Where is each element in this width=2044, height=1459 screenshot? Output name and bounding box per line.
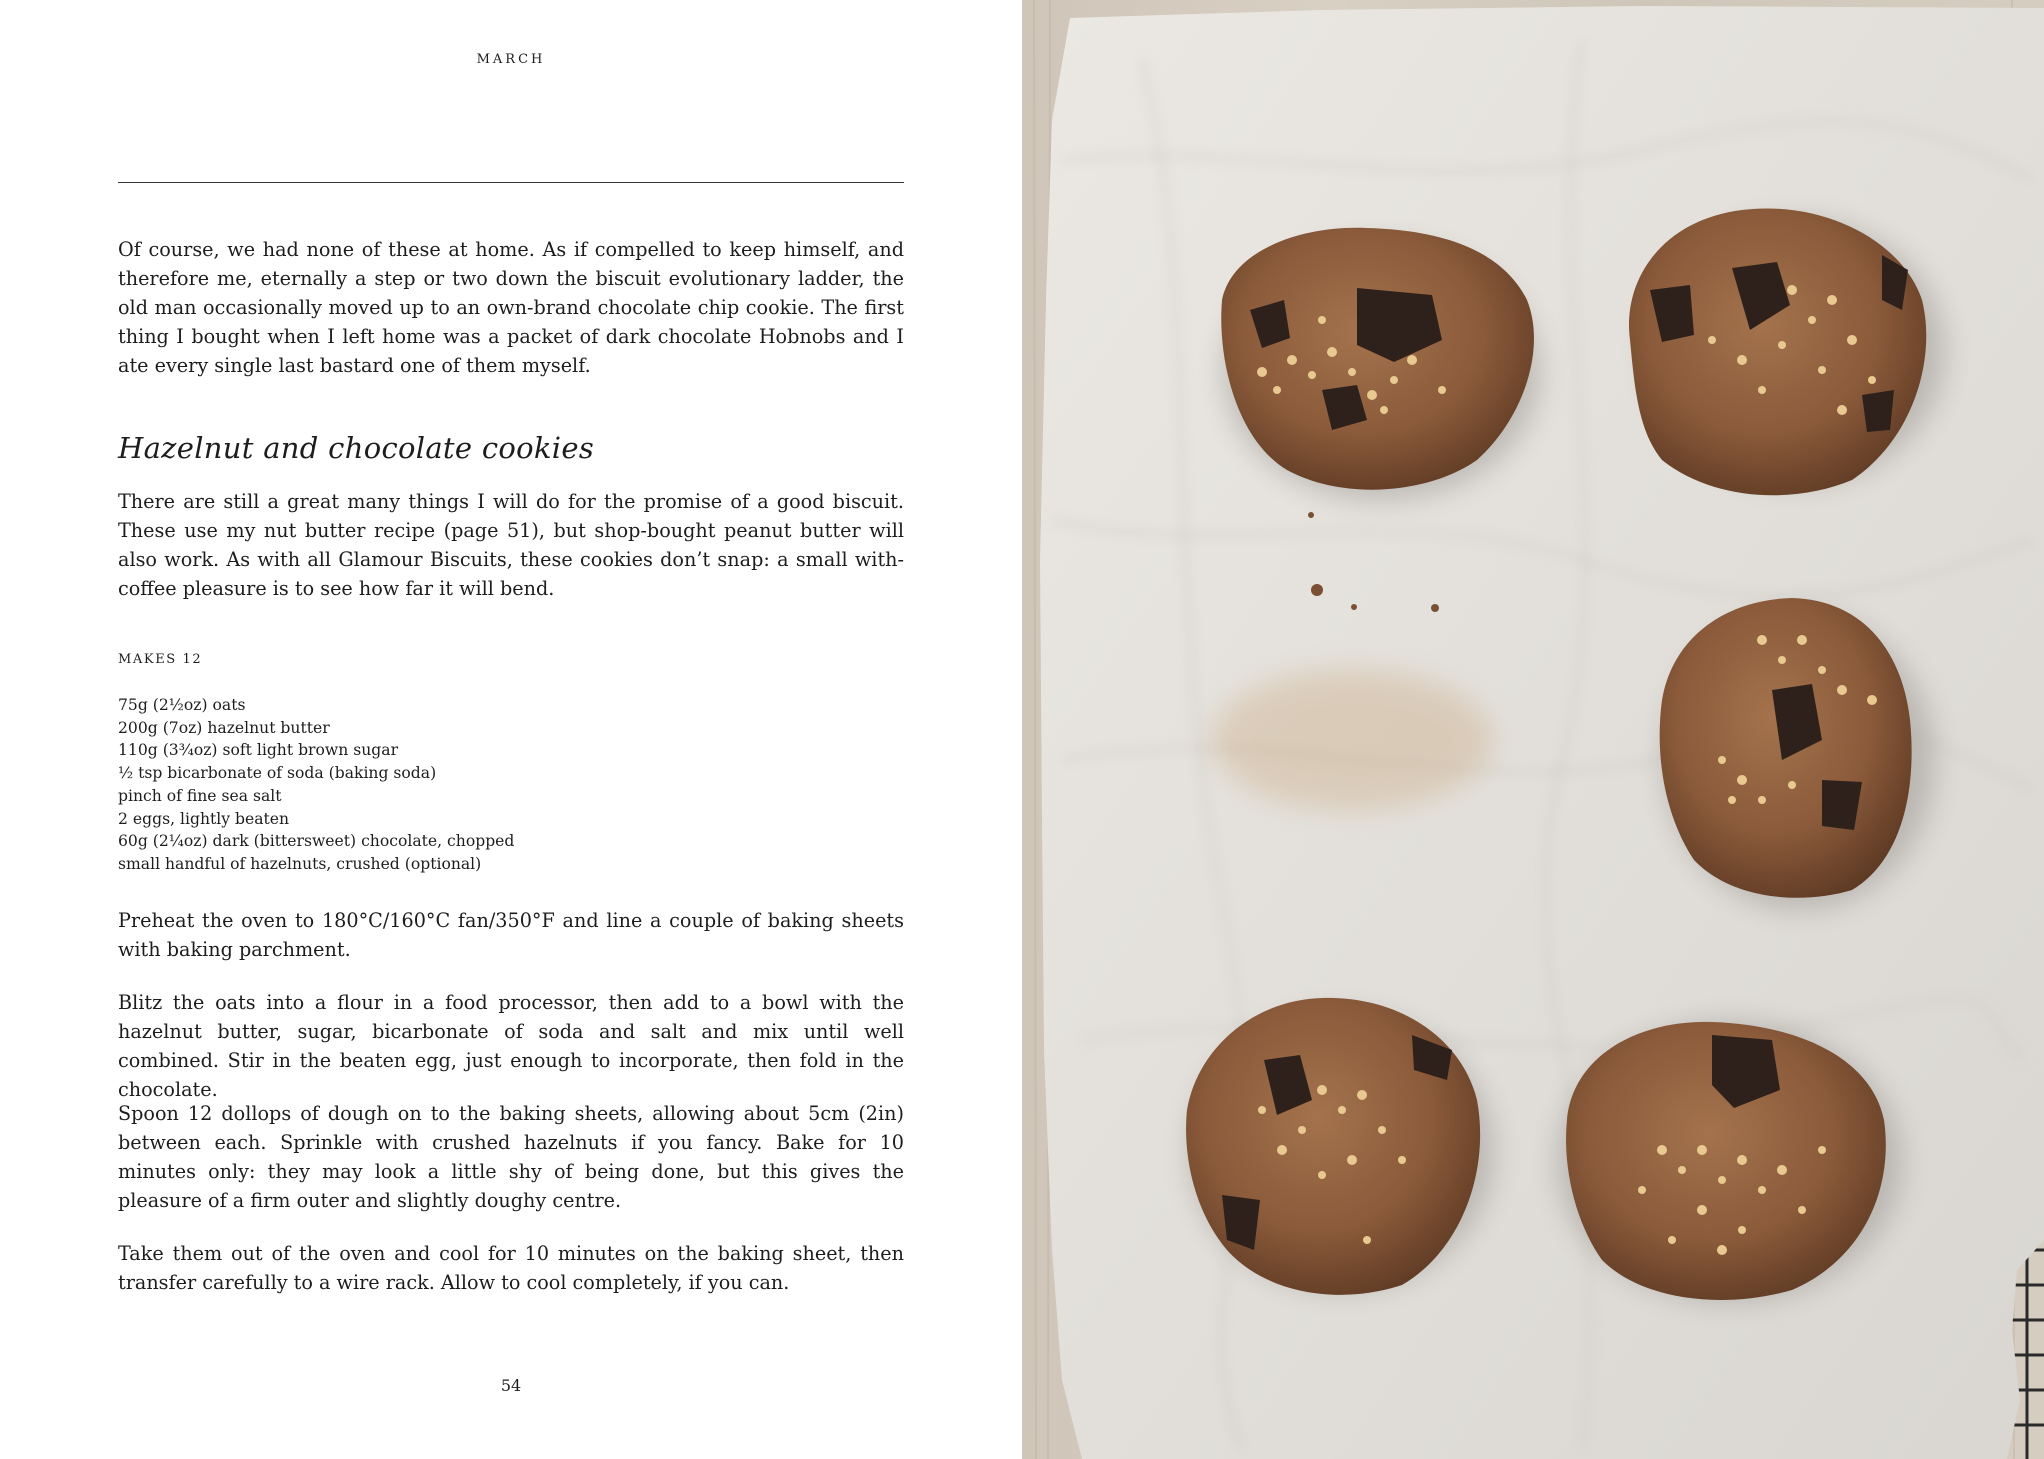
cookie xyxy=(1186,998,1480,1295)
cookie xyxy=(1629,208,1926,495)
method-step-3 xyxy=(118,1099,904,1215)
ingredient-list xyxy=(118,694,514,876)
running-head: MARCH xyxy=(476,52,546,67)
method-step-2 xyxy=(118,988,904,1104)
intro-block xyxy=(118,235,904,380)
recipe-headnote: There are still a great many things I will do for the promise of a good biscuit. These use my nut butter recipe (page 51), but shop-bought peanut butter will also work. As with all Glamour Biscuits, these cookies don’t snap: a small with-coffee pleasure is to see how far it will bend. xyxy=(118,490,904,600)
cookie xyxy=(1566,1022,1886,1300)
method-step-1 xyxy=(118,906,904,964)
ingredient-item: 200g (7oz) hazelnut butter xyxy=(118,718,330,737)
intro-paragraph: Of course, we had none of these at home. As if compelled to keep himself, and therefore me, eternally a step or two down the biscuit evolutionary ladder, the old man occasionally moved up to an own-brand chocolate chip cookie. The first thing I bought when I left home was a packet of dark chocolate Hobnobs and I ate every single last bastard one of them myself. xyxy=(118,238,904,377)
recipe-title: Hazelnut and chocolate cookies xyxy=(118,431,595,465)
parchment-stain xyxy=(1212,670,1492,810)
photo-page xyxy=(1022,0,2044,1459)
method-step-4 xyxy=(118,1239,904,1297)
recipe-yield: MAKES 12 xyxy=(118,652,203,667)
ingredient-item: 110g (3¾oz) soft light brown sugar xyxy=(118,741,399,760)
ingredient-item: 60g (2¼oz) dark (bittersweet) chocolate, chopped xyxy=(118,832,515,851)
ingredient-item: pinch of fine sea salt xyxy=(118,786,282,805)
ingredient-item: ½ tsp bicarbonate of soda (baking soda) xyxy=(118,764,437,783)
method-paragraph: Take them out of the oven and cool for 10 minutes on the baking sheet, then transfer carefully to a wire rack. Allow to cool completely, if you can. xyxy=(118,1242,904,1294)
ingredient-item: 2 eggs, lightly beaten xyxy=(118,809,290,828)
page-number: 54 xyxy=(500,1376,522,1395)
method-paragraph: Spoon 12 dollops of dough on to the baking sheets, allowing about 5cm (2in) between each. Sprinkle with crushed hazelnuts if you fancy. Bake for 10 minutes only: they may look a little shy of being done, but this gives the pleasure of a firm outer and slightly doughy centre. xyxy=(118,1102,904,1212)
ingredient-item: small handful of hazelnuts, crushed (optional) xyxy=(118,854,482,873)
cookie-photo xyxy=(1022,0,2044,1459)
cookie xyxy=(1660,598,1912,898)
ingredient-item: 75g (2½oz) oats xyxy=(118,696,246,714)
header-rule xyxy=(118,182,904,183)
headnote-block xyxy=(118,487,904,603)
method-paragraph: Blitz the oats into a flour in a food processor, then add to a bowl with the hazelnut butter, sugar, bicarbonate of soda and salt and mix until well combined. Stir in the beaten egg, just enough to incorporate, then fold in the chocolate. xyxy=(118,991,904,1101)
method-paragraph: Preheat the oven to 180°C/160°C fan/350°F and line a couple of baking sheets with baking parchment. xyxy=(118,909,904,961)
